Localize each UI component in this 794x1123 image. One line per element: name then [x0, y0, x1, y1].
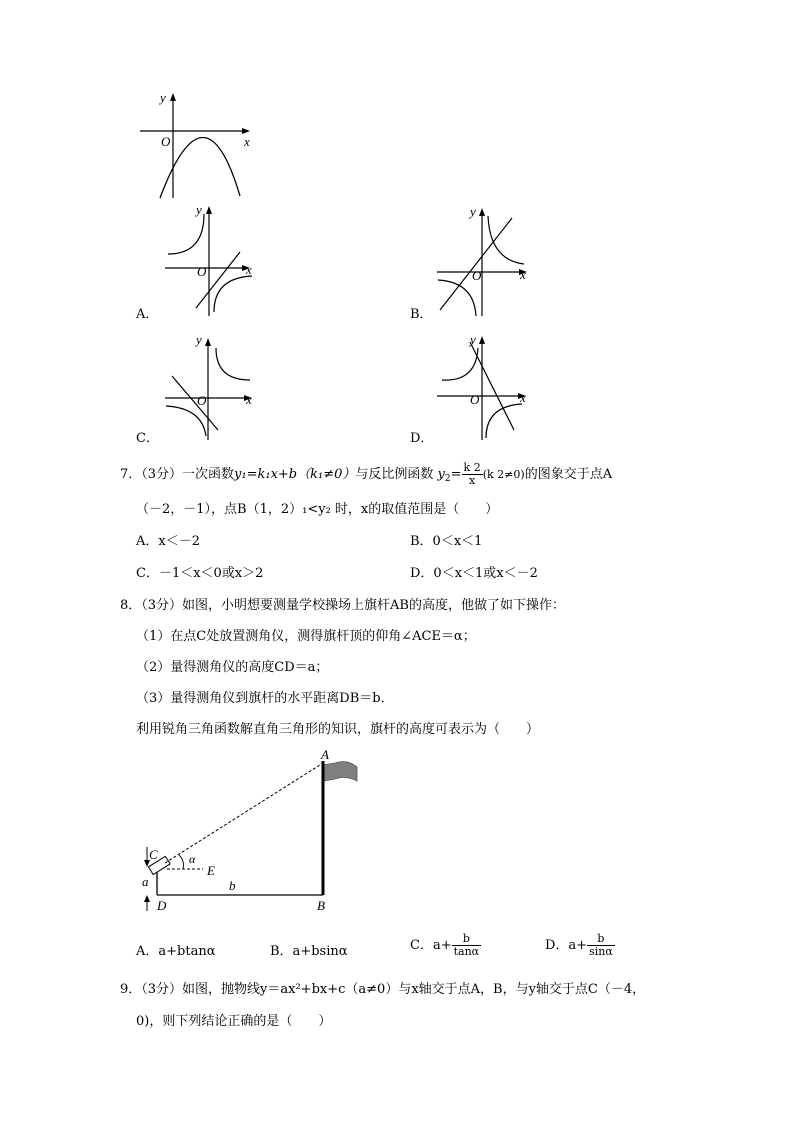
q8-step3: （3）量得测角仪到旗杆的水平距离DB＝b．	[136, 691, 394, 706]
q7-option-d: D．0＜x＜1或x＜－2	[410, 566, 538, 581]
option-a-graph	[160, 200, 260, 318]
q8-option-a: A．a+btanα	[136, 944, 216, 959]
option-c-graph	[160, 330, 260, 442]
origin-label: O	[161, 134, 171, 149]
svg-text:x: x	[246, 392, 252, 407]
q7-option-b: B．0＜x＜1	[410, 534, 483, 549]
q8-option-b: B．a+bsinα	[270, 944, 348, 959]
svg-text:x: x	[246, 262, 252, 277]
q7-fraction: $\frac{k 2}{x}$	[463, 461, 481, 487]
q7-line1: 7．（3分）一次函数y₁=k₁x+b（k₁≠0）与反比例函数 $y_2=$ $\frac{k 2}{x}$ (k 2≠0)的图象交于点A	[120, 461, 613, 487]
svg-text:y: y	[470, 332, 476, 347]
option-c-label: C．	[136, 431, 159, 446]
svg-text:x: x	[520, 390, 526, 405]
svg-text:O: O	[472, 268, 482, 283]
svg-text:O: O	[197, 264, 207, 279]
label-B: B	[317, 898, 325, 913]
x-axis-label: x	[244, 134, 250, 149]
option-a-label: A．	[136, 307, 159, 322]
flagpole-figure	[135, 745, 370, 915]
y-axis-label: y	[160, 90, 166, 105]
option-d-label: D．	[410, 431, 434, 446]
label-A: A	[321, 747, 329, 762]
option-b-label: B．	[410, 307, 433, 322]
q7-option-c: C．－1＜x＜0或x＞2	[136, 566, 264, 581]
label-C: C	[149, 847, 158, 862]
q8-ask: 利用锐角三角函数解直角三角形的知识，旗杆的高度可表示为（ ）	[136, 722, 540, 737]
q8-option-d: D．a+ $\frac{b}{\sin\alpha}$	[545, 932, 613, 958]
label-a: a	[142, 874, 149, 889]
svg-text:x: x	[520, 267, 526, 282]
q7-line2: （－2，－1），点B（1，2）₁<y₂ 时，x的取值范围是（ ）	[136, 502, 499, 517]
svg-text:y: y	[196, 202, 202, 217]
q9-line2: 0)，则下列结论正确的是（ ）	[136, 1014, 332, 1029]
svg-text:O: O	[470, 392, 480, 407]
q7-option-a: A．x＜－2	[136, 534, 200, 549]
q8-option-c: C．a+ $\frac{b}{\tan\alpha}$	[410, 932, 480, 958]
svg-text:y: y	[470, 204, 476, 219]
label-E: E	[207, 863, 215, 878]
svg-text:y: y	[196, 332, 202, 347]
label-b: b	[229, 878, 236, 893]
parabola-graph	[130, 88, 260, 203]
q8-stem: 8．（3分）如图，小明想要测量学校操场上旗杆AB的高度，他做了如下操作：	[120, 598, 565, 613]
q8-step2: （2）量得测角仪的高度CD＝a；	[136, 660, 329, 675]
option-d-graph	[432, 330, 532, 442]
label-D: D	[157, 898, 167, 913]
label-alpha: α	[189, 852, 196, 866]
svg-text:O: O	[197, 393, 207, 408]
option-b-graph	[432, 200, 532, 318]
q9-line1: 9．（3分）如图，抛物线y＝ax²+bx+c（a≠0）与x轴交于点A，B，与y轴交于点C（－4，	[120, 982, 646, 997]
q8-step1: （1）在点C处放置测角仪，测得旗杆顶的仰角∠ACE＝α；	[136, 629, 476, 644]
